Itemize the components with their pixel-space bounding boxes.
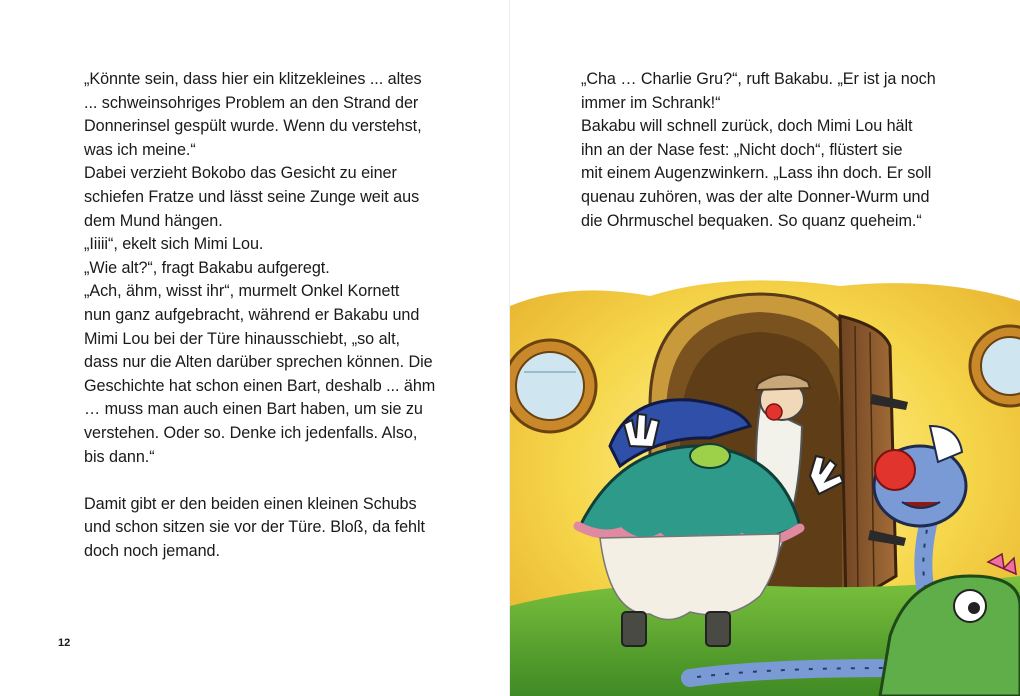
text-line: und schon sitzen sie vor der Türe. Bloß, da fehlt <box>84 518 425 537</box>
text-line: schiefen Fratze und lässt seine Zunge weit aus <box>84 187 420 206</box>
porthole-left-glass <box>516 352 584 420</box>
text-line: „Wie alt?“, fragt Bakabu aufgeregt. <box>84 258 330 277</box>
text-line: Dabei verzieht Bokobo das Gesicht zu einer <box>84 164 397 183</box>
text-line: die Ohrmuschel bequaken. So quanz queheim.“ <box>581 211 922 230</box>
paragraph-gap <box>84 469 435 493</box>
text-line: ... schweinsohriges Problem an den Strand der <box>84 93 419 112</box>
text-line: dass nur die Alten darüber sprechen können. Die <box>84 353 433 372</box>
text-line: quenau zuhören, was der alte Donner-Wurm und <box>581 187 930 206</box>
text-line: ihn an der Nase fest: „Nicht doch“, flüstert sie <box>581 140 903 159</box>
page-number: 12 <box>58 637 71 649</box>
text-line: Damit gibt er den beiden einen kleinen Schubs <box>84 494 417 513</box>
text-line: immer im Schrank!“ <box>581 93 721 112</box>
story-illustration <box>510 276 1020 696</box>
text-line: Bakabu will schnell zurück, doch Mimi Lou hält <box>581 117 913 136</box>
shell-spot <box>690 444 730 468</box>
boot-left <box>622 612 646 646</box>
text-line: doch noch jemand. <box>84 541 220 560</box>
text-line: was ich meine.“ <box>84 140 196 159</box>
text-line: Mimi Lou bei der Türe hinausschiebt, „so alt, <box>84 329 400 348</box>
text-line: Geschichte hat schon einen Bart, deshalb ... ähm <box>84 376 436 395</box>
text-line: … muss man auch einen Bart haben, um sie zu <box>84 400 423 419</box>
text-line: „Cha … Charlie Gru?“, ruft Bakabu. „Er ist ja noch <box>581 70 936 88</box>
worm-nose <box>875 450 915 490</box>
text-line: Donnerinsel gespült wurde. Wenn du verstehst, <box>84 117 422 136</box>
text-line: „Iiiii“, ekelt sich Mimi Lou. <box>84 235 264 254</box>
text-line: dem Mund hängen. <box>84 211 223 230</box>
text-line: mit einem Augenzwinkern. „Lass ihn doch. Er soll <box>581 164 932 183</box>
right-text-block <box>581 68 936 233</box>
right-page <box>510 0 1020 696</box>
text-line: „Könnte sein, dass hier ein klitzekleines ... altes <box>84 70 422 88</box>
text-line: „Ach, ähm, wisst ihr“, murmelt Onkel Kornett <box>84 282 400 301</box>
text-line: verstehen. Oder so. Denke ich jedenfalls. Also, <box>84 423 418 442</box>
boot-right <box>706 612 730 646</box>
old-man-nose <box>766 404 782 420</box>
text-line: nun ganz aufgebracht, während er Bakabu und <box>84 305 420 324</box>
left-text-block <box>84 68 435 563</box>
text-line: bis dann.“ <box>84 447 155 466</box>
